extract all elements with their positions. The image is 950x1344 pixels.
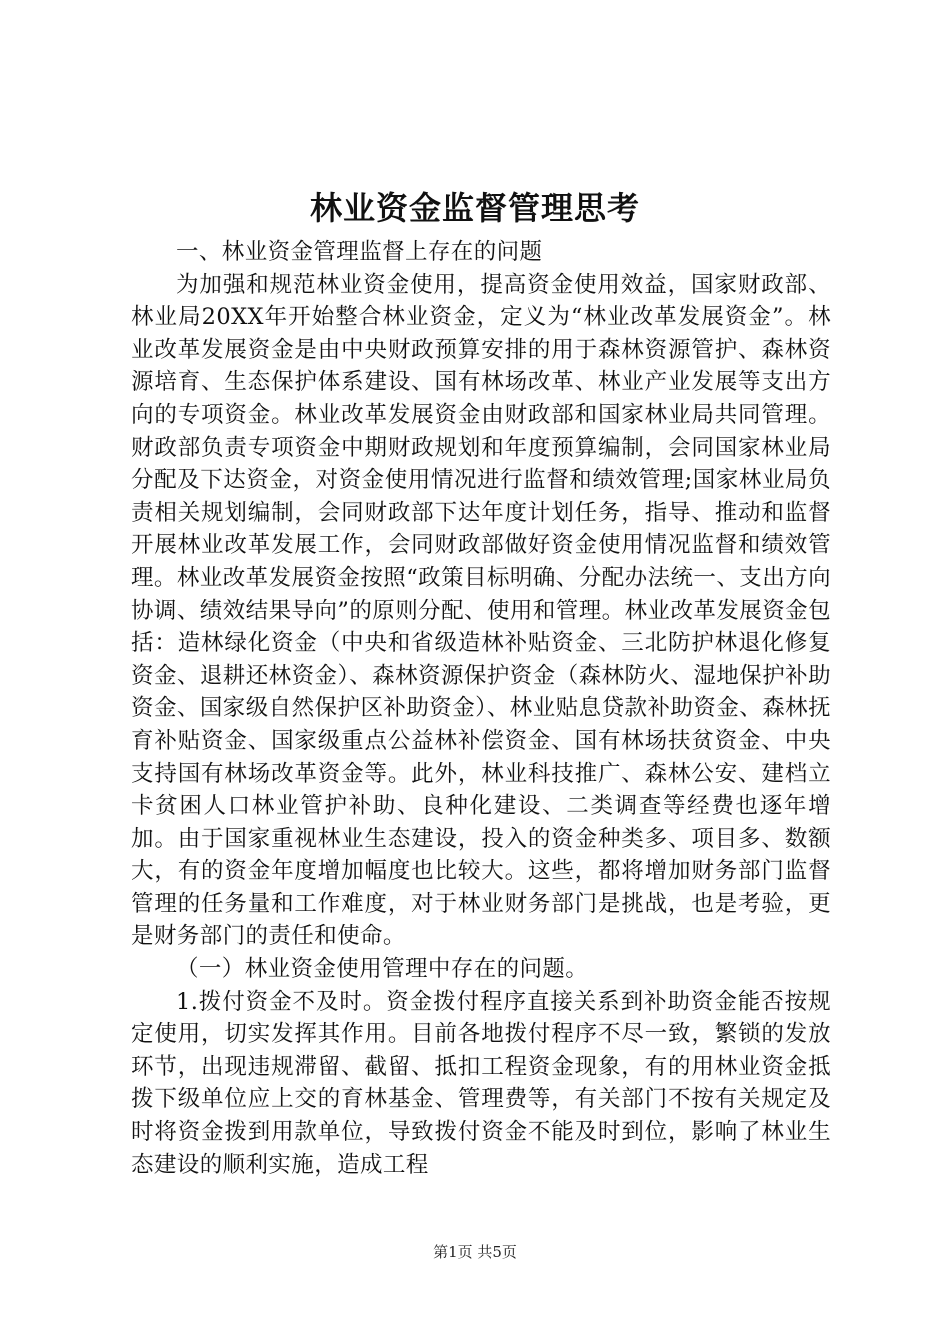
body-paragraph: 为加强和规范林业资金使用，提高资金使用效益，国家财政部、林业局20XX年开始整合林业资金，定义为“林业改革发展资金”。林业改革发展资金是由中央财政预算安排的用于森林资源管护、森林资源培育、生态保护体系建设、国有林场改革、林业产业发展等支出方向的专项资金。林业改革发展资金由财政部和国家林业局共同管理。财政部负责专项资金中期财政规划和年度预算编制，会同国家林业局分配及下达资金，对资金使用情况进行监督和绩效管理;国家林业局负责相关规划编制，会同财政部下达年度计划任务，指导、推动和监督开展林业改革发展工作，会同财政部做好资金使用情况监督和绩效管理。林业改革发展资金按照“政策目标明确、分配办法统一、支出方向协调、绩效结果导向”的原则分配、使用和管理。林业改革发展资金包括：造林绿化资金（中央和省级造林补贴资金、三北防护林退化修复资金、退耕还林资金）、森林资源保护资金（森林防火、湿地保护补助资金、国家级自然保护区补助资金）、林业贴息贷款补助资金、森林抚育补贴资金、国家级重点公益林补偿资金、国有林场扶贫资金、中央支持国有林场改革资金等。此外，林业科技推广、森林公安、建档立卡贫困人口林业管护补助、良种化建设、二类调查等经费也逐年增加。由于国家重视林业生态建设，投入的资金种类多、项目多、数额大，有的资金年度增加幅度也比较大。这些，都将增加财务部门监督管理的任务量和工作难度，对于林业财务部门是挑战，也是考验，更是财务部门的责任和使命。 [131,271,831,950]
document-title: 林业资金监督管理思考 [309,189,640,227]
section-heading: 一、林业资金管理监督上存在的问题 [176,239,543,265]
body-paragraph: 1.拨付资金不及时。资金拨付程序直接关系到补助资金能否按规定使用，切实发挥其作用。目前各地拨付程序不尽一致，繁锁的发放环节，出现违规滞留、截留、抵扣工程资金现象，有的用林业资金抵拨下级单位应上交的育林基金、管理费等，有关部门不按有关规定及时将资金拨到用款单位，导致拨付资金不能及时到位，影响了林业生态建设的顺利实施，造成工程 [131,988,831,1178]
page-number: 第1页 共5页 [433,1243,517,1261]
subsection-heading: （一）林业资金使用管理中存在的问题。 [176,956,589,983]
document-body [131,236,831,1181]
